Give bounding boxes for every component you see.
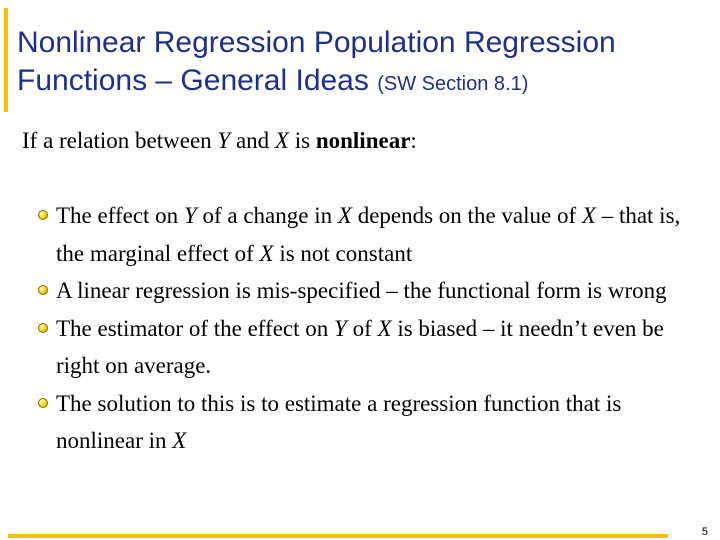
bullet-var: Y [334, 315, 347, 341]
bullet-item [36, 272, 698, 310]
bullet-var: X [172, 428, 187, 453]
slide-title-main: Nonlinear Regression Population Regression Functions – General Ideas [17, 26, 616, 97]
bullet-icon [38, 398, 48, 408]
bullet-text: of [346, 315, 378, 341]
bullet-text: A linear regression is mis-specified – the functional form is wrong [56, 278, 667, 303]
intro-sentence [22, 127, 417, 155]
intro-var-x: X [274, 128, 289, 153]
title-accent-rule [4, 8, 8, 112]
bullet-icon [38, 323, 48, 333]
bullet-icon [38, 210, 48, 220]
bullet-text: of a change in [196, 203, 338, 228]
bullet-text: – that is, the marginal effect of [56, 203, 681, 266]
intro-text: and [230, 128, 275, 153]
bullet-var: X [377, 315, 392, 341]
intro-text: : [410, 128, 417, 153]
slide-title [17, 24, 710, 103]
bullet-var: Y [183, 203, 197, 228]
bullet-var: X [581, 203, 596, 228]
bullet-text: is not constant [273, 240, 413, 266]
bullet-list [36, 197, 698, 460]
page-number: 5 [701, 526, 708, 538]
bullet-text: The estimator of the effect on [56, 315, 335, 341]
bullet-icon [38, 285, 48, 295]
footer-accent-rule [8, 534, 668, 538]
bullet-item [36, 385, 698, 460]
bullet-item [36, 310, 698, 385]
bullet-var: X [337, 203, 352, 228]
intro-text: If a relation between [22, 128, 218, 153]
bullet-text: depends on the value of [351, 203, 582, 228]
bullet-text: The effect on [56, 203, 184, 228]
bullet-text: is biased – it needn’t even be right on average. [56, 315, 664, 378]
intro-bold-term: nonlinear [315, 128, 411, 153]
intro-var-y: Y [217, 128, 231, 153]
intro-text: is [288, 128, 316, 153]
bullet-item [36, 197, 698, 272]
slide-title-section-ref: (SW Section 8.1) [377, 73, 529, 95]
bullet-text: The solution to this is to estimate a regression function that is nonlinear in [56, 390, 622, 453]
bullet-var: X [259, 240, 274, 266]
